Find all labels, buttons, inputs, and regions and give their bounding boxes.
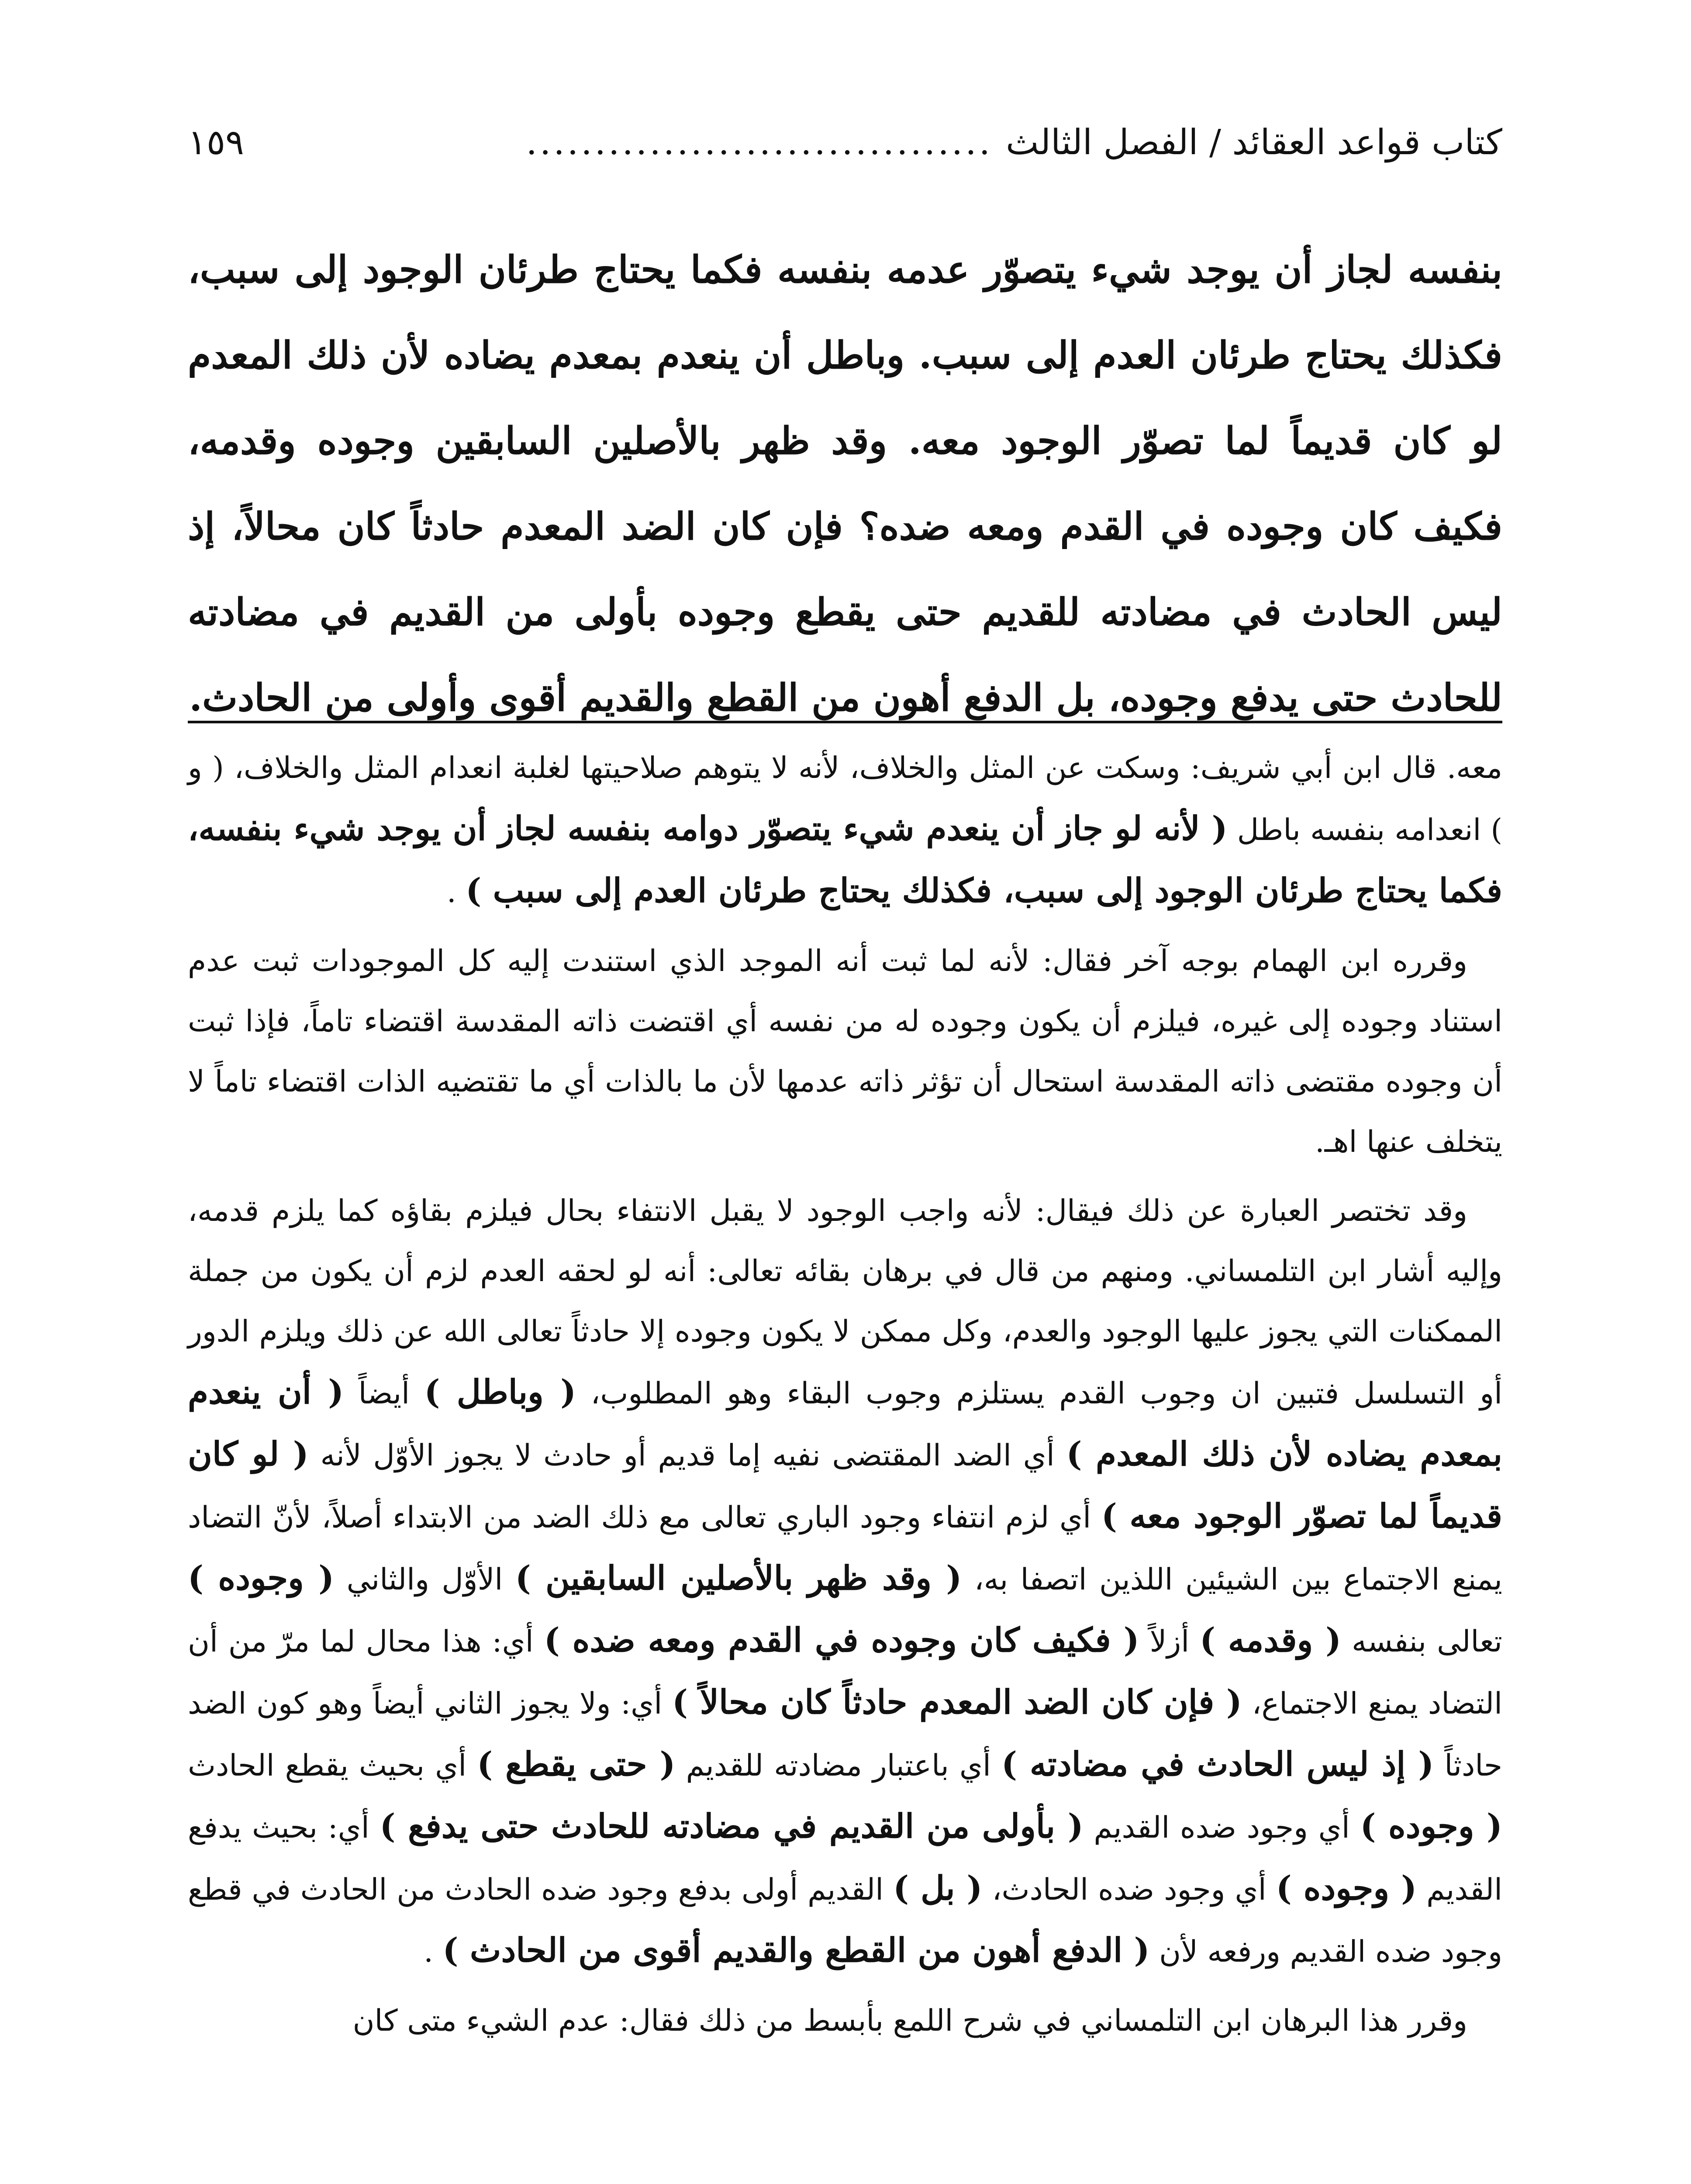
- commentary-text: وقد تختصر العبارة عن ذلك فيقال: لأنه واجب الوجود لا يقبل الانتفاء بحال فيلزم بقاؤه كما يلزم قدمه، وإليه أشار ابن التلمساني. ومنهم من قال في برهان بقائه تعالى: أنه لو لحقه العدم لزم أن يكون من جملة الممكنات التي يجوز عليها الوجود والعدم، وكل ممكن لا يكون وجوده إلا حادثاً تعالى الله عن ذلك ويلزم الدور أو التسلسل فتبين ان وجوب القدم يستلزم وجوب البقاء وهو المطلوب،: [188, 1194, 1503, 1411]
- commentary-text: أي: بحيث يدفع القديم: [188, 1811, 1503, 1907]
- commentary-text: أزلاً: [1149, 1624, 1190, 1659]
- commentary-text: أي: ولا يجوز الثاني أيضاً وهو كون الضد حادثاً: [188, 1686, 1503, 1783]
- commentary-text: أيضاً: [358, 1376, 410, 1411]
- quoted-matn: ( وجوده ): [1360, 1807, 1502, 1845]
- quoted-matn: ( لو كان قديماً لما تصوّر الوجود معه ): [188, 1434, 1503, 1535]
- main-text-block: [188, 227, 1502, 741]
- quoted-matn: ( وجوده ): [1276, 1869, 1417, 1908]
- running-title: كتاب قواعد العقائد / الفصل الثالث: [1006, 121, 1502, 162]
- page-number: ١٥٩: [188, 121, 244, 162]
- quoted-matn: ( بل ): [893, 1869, 983, 1908]
- quoted-matn: ( إذ ليس الحادث في مضادته ): [1001, 1745, 1434, 1783]
- commentary-text: أي بحيث يقطع الحادث: [188, 1749, 467, 1783]
- commentary-paragraph-4: وقرر هذا البرهان ابن التلمساني في شرح اللمع بأبسط من ذلك فقال: عدم الشيء متى كان: [352, 2004, 1467, 2038]
- commentary-paragraph-3: [188, 1181, 1502, 1982]
- commentary-paragraph-2: وقرره ابن الهمام بوجه آخر فقال: لأنه لما ثبت أنه الموجد الذي استندت إليه كل الموجودات ثبت عدم استناد وجوده إلى غيره، فيلزم أن يكون وجوده له من نفسه أي اقتضت ذاته المقدسة اقتضاء تاماً، فإذا ثبت أن وجوده مقتضى ذاته المقدسة استحال أن تؤثر ذاته عدمها لأن ما بالذات أي ما تقتضيه الذات اقتضاء تاماً لا يتخلف عنها اهـ.: [188, 944, 1502, 1159]
- commentary-text: أي لزم انتفاء وجود الباري تعالى مع ذلك الضد من الابتداء أصلاً، لأنّ التضاد يمنع الاجتماع بين الشيئين اللذين اتصفا به،: [188, 1500, 1502, 1597]
- quoted-matn: ( حتى يقطع ): [477, 1745, 676, 1783]
- quoted-matn: ( الدفع أهون من القطع والقديم أقوى من الحادث ): [442, 1931, 1150, 1970]
- quoted-matn: ( أن ينعدم بمعدم يضاده لأن ذلك المعدم ): [188, 1372, 1502, 1473]
- main-paragraph: بنفسه لجاز أن يوجد شيء يتصوّر عدمه بنفسه فكما يحتاج طرئان الوجود إلى سبب، فكذلك يحتاج طرئان العدم إلى سبب. وباطل أن ينعدم بمعدم يضاده لأن ذلك المعدم لو كان قديماً لما تصوّر الوجود معه. وقد ظهر بالأصلين السابقين وجوده وقدمه، فكيف كان وجوده في القدم ومعه ضده؟ فإن كان الضد المعدم حادثاً كان محالاً، إذ ليس الحادث في مضادته للقديم حتى يقطع وجوده بأولى من القديم في مضادته للحادث حتى يدفع وجوده، بل الدفع أهون من القطع والقديم أقوى وأولى من الحادث.: [188, 248, 1502, 720]
- commentary-text: الأوّل والثاني: [346, 1562, 503, 1597]
- commentary-text: معه. قال ابن أبي شريف: وسكت عن المثل والخلاف، لأنه لا يتوهم صلاحيتها لغلبة انعدام المثل والخلاف، ( و ) انعدامه بنفسه باطل: [188, 751, 1502, 847]
- quoted-matn: ( وباطل ): [424, 1372, 576, 1411]
- quoted-matn: ( فكيف كان وجوده في القدم ومعه ضده ): [544, 1621, 1139, 1659]
- commentary-text: أي وجود ضده القديم: [1094, 1811, 1350, 1845]
- commentary-text: القديم أولى بدفع وجود ضده الحادث من الحادث في قطع وجود ضده القديم ورفعه لأن: [188, 1873, 1502, 1969]
- quoted-matn: ( فإن كان الضد المعدم حادثاً كان محالاً ): [672, 1683, 1242, 1721]
- commentary-text: تعالى بنفسه: [1352, 1624, 1502, 1659]
- leader-dots: ..................................: [526, 121, 993, 162]
- running-header: [188, 109, 1502, 175]
- commentary-block: [188, 738, 1502, 2060]
- quoted-matn: ( لأنه لو جاز أن ينعدم شيء يتصوّر دوامه بنفسه لجاز أن يوجد شيء بنفسه، فكما يحتاج طرئان الوجود إلى سبب، فكذلك يحتاج طرئان العدم إلى سبب ): [188, 809, 1502, 910]
- commentary-text: .: [424, 1935, 433, 1969]
- commentary-text: أي الضد المقتضى نفيه إما قديم أو حادث لا يجوز الأوّل لأنه: [320, 1438, 1055, 1473]
- commentary-paragraph-1: [188, 738, 1502, 923]
- commentary-text: أي باعتبار مضادته للقديم: [686, 1749, 991, 1783]
- quoted-matn: ( وقد ظهر بالأصلين السابقين ): [515, 1559, 962, 1597]
- commentary-text: .: [446, 875, 456, 909]
- commentary-text: أي وجود ضده الحادث،: [992, 1873, 1267, 1907]
- quoted-matn: ( بأولى من القديم في مضادته للحادث حتى يدفع ): [380, 1807, 1084, 1845]
- quoted-matn: ( وقدمه ): [1200, 1621, 1342, 1659]
- footnote-separator: [188, 721, 1502, 723]
- commentary-text: أي: هذا محال لما مرّ من أن التضاد يمنع الاجتماع،: [188, 1624, 1502, 1721]
- quoted-matn: ( وجوده ): [188, 1559, 335, 1597]
